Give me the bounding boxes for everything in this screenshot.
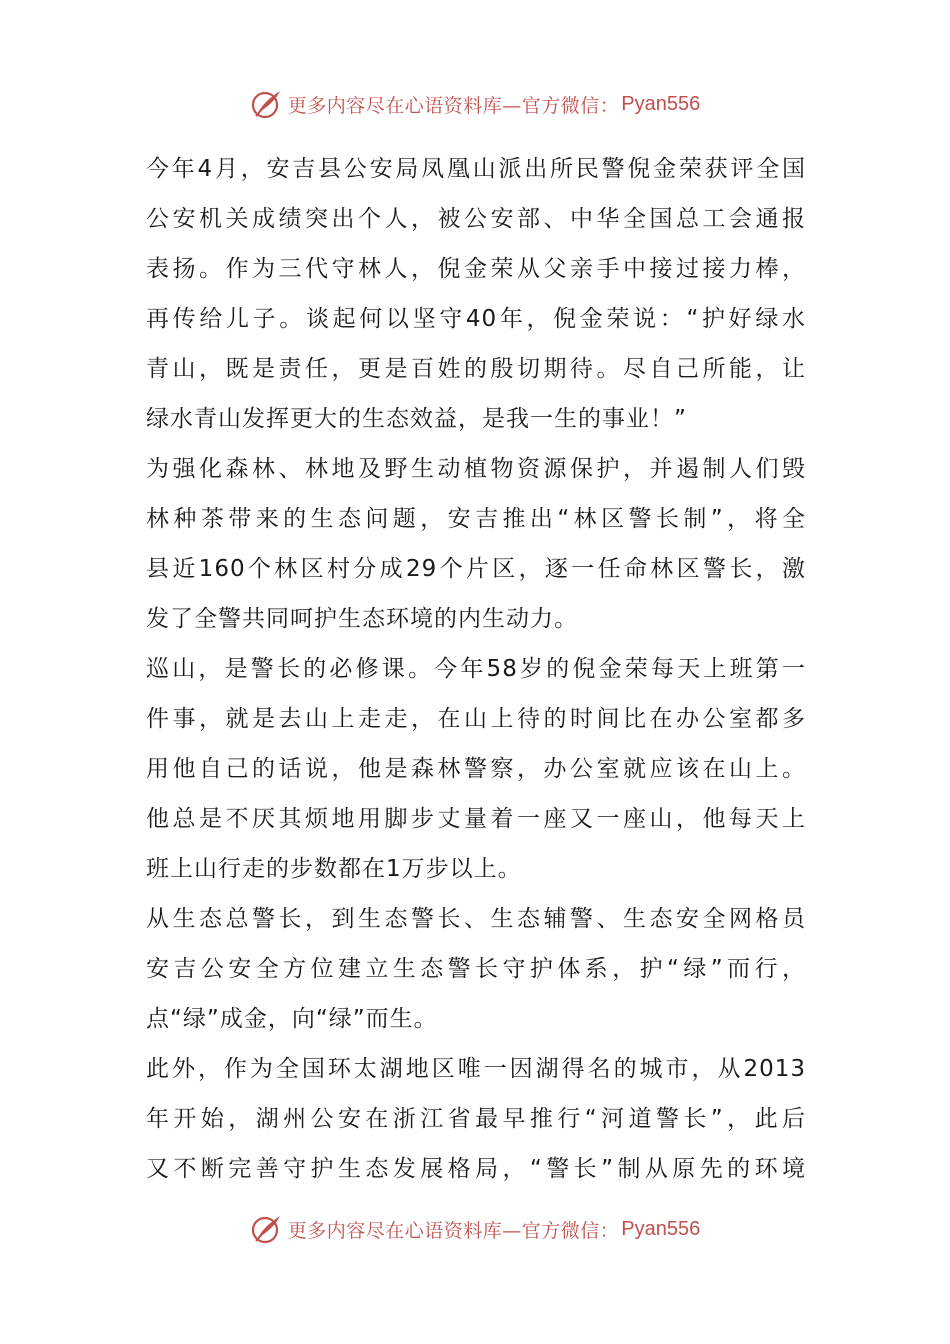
text-line: 县近160个林区村分成29个片区，逐一任命林区警长，激 [146, 556, 806, 582]
text-line: 从生态总警长，到生态警长、生态辅警、生态安全网格员 [146, 906, 806, 932]
text-line: 表扬。作为三代守林人，倪金荣从父亲手中接过接力棒， [146, 256, 806, 282]
article-body [146, 144, 806, 1194]
text-line: 今年4月，安吉县公安局凤凰山派出所民警倪金荣获评全国 [146, 156, 806, 182]
text-line: 班上山行走的步数都在1万步以上。 [146, 856, 522, 882]
quill-logo-icon [250, 87, 284, 121]
text-line: 林种茶带来的生态问题，安吉推出“林区警长制”，将全 [146, 506, 806, 532]
text-line: 年开始，湖州公安在浙江省最早推行“河道警长”，此后 [146, 1106, 806, 1132]
text-line: 发了全警共同呵护生态环境的内生动力。 [146, 606, 578, 632]
text-line: 他总是不厌其烦地用脚步丈量着一座又一座山，他每天上 [146, 806, 806, 832]
text-line: 巡山，是警长的必修课。今年58岁的倪金荣每天上班第一 [146, 656, 806, 682]
text-line: 点“绿”成金，向“绿”而生。 [146, 1006, 438, 1032]
header-watermark-text: 更多内容尽在心语资料库—官方微信： [287, 94, 620, 117]
text-line: 件事，就是去山上走走，在山上待的时间比在办公室都多 [146, 706, 806, 732]
text-line: 青山，既是责任，更是百姓的殷切期待。尽自己所能，让 [146, 356, 806, 382]
text-line: 为强化森林、林地及野生动植物资源保护，并遏制人们毁 [146, 456, 806, 482]
footer-watermark [0, 1209, 950, 1249]
text-line: 用他自己的话说，他是森林警察，办公室就应该在山上。 [146, 756, 806, 782]
footer-watermark-text: 更多内容尽在心语资料库—官方微信： [287, 1219, 620, 1242]
header-watermark [0, 84, 950, 124]
footer-wechat-id: Pyan556 [621, 1217, 701, 1240]
text-line: 又不断完善守护生态发展格局，“警长”制从原先的环境 [146, 1156, 806, 1182]
text-line: 公安机关成绩突出个人，被公安部、中华全国总工会通报 [146, 206, 806, 232]
header-wechat-id: Pyan556 [621, 92, 701, 115]
text-line: 安吉公安全方位建立生态警长守护体系，护“绿”而行， [146, 956, 806, 982]
text-line: 此外，作为全国环太湖地区唯一因湖得名的城市，从2013 [146, 1056, 806, 1082]
quill-logo-icon [250, 1212, 284, 1246]
text-line: 再传给儿子。谈起何以坚守40年，倪金荣说：“护好绿水 [146, 306, 806, 332]
text-line: 绿水青山发挥更大的生态效益，是我一生的事业！” [146, 406, 687, 432]
